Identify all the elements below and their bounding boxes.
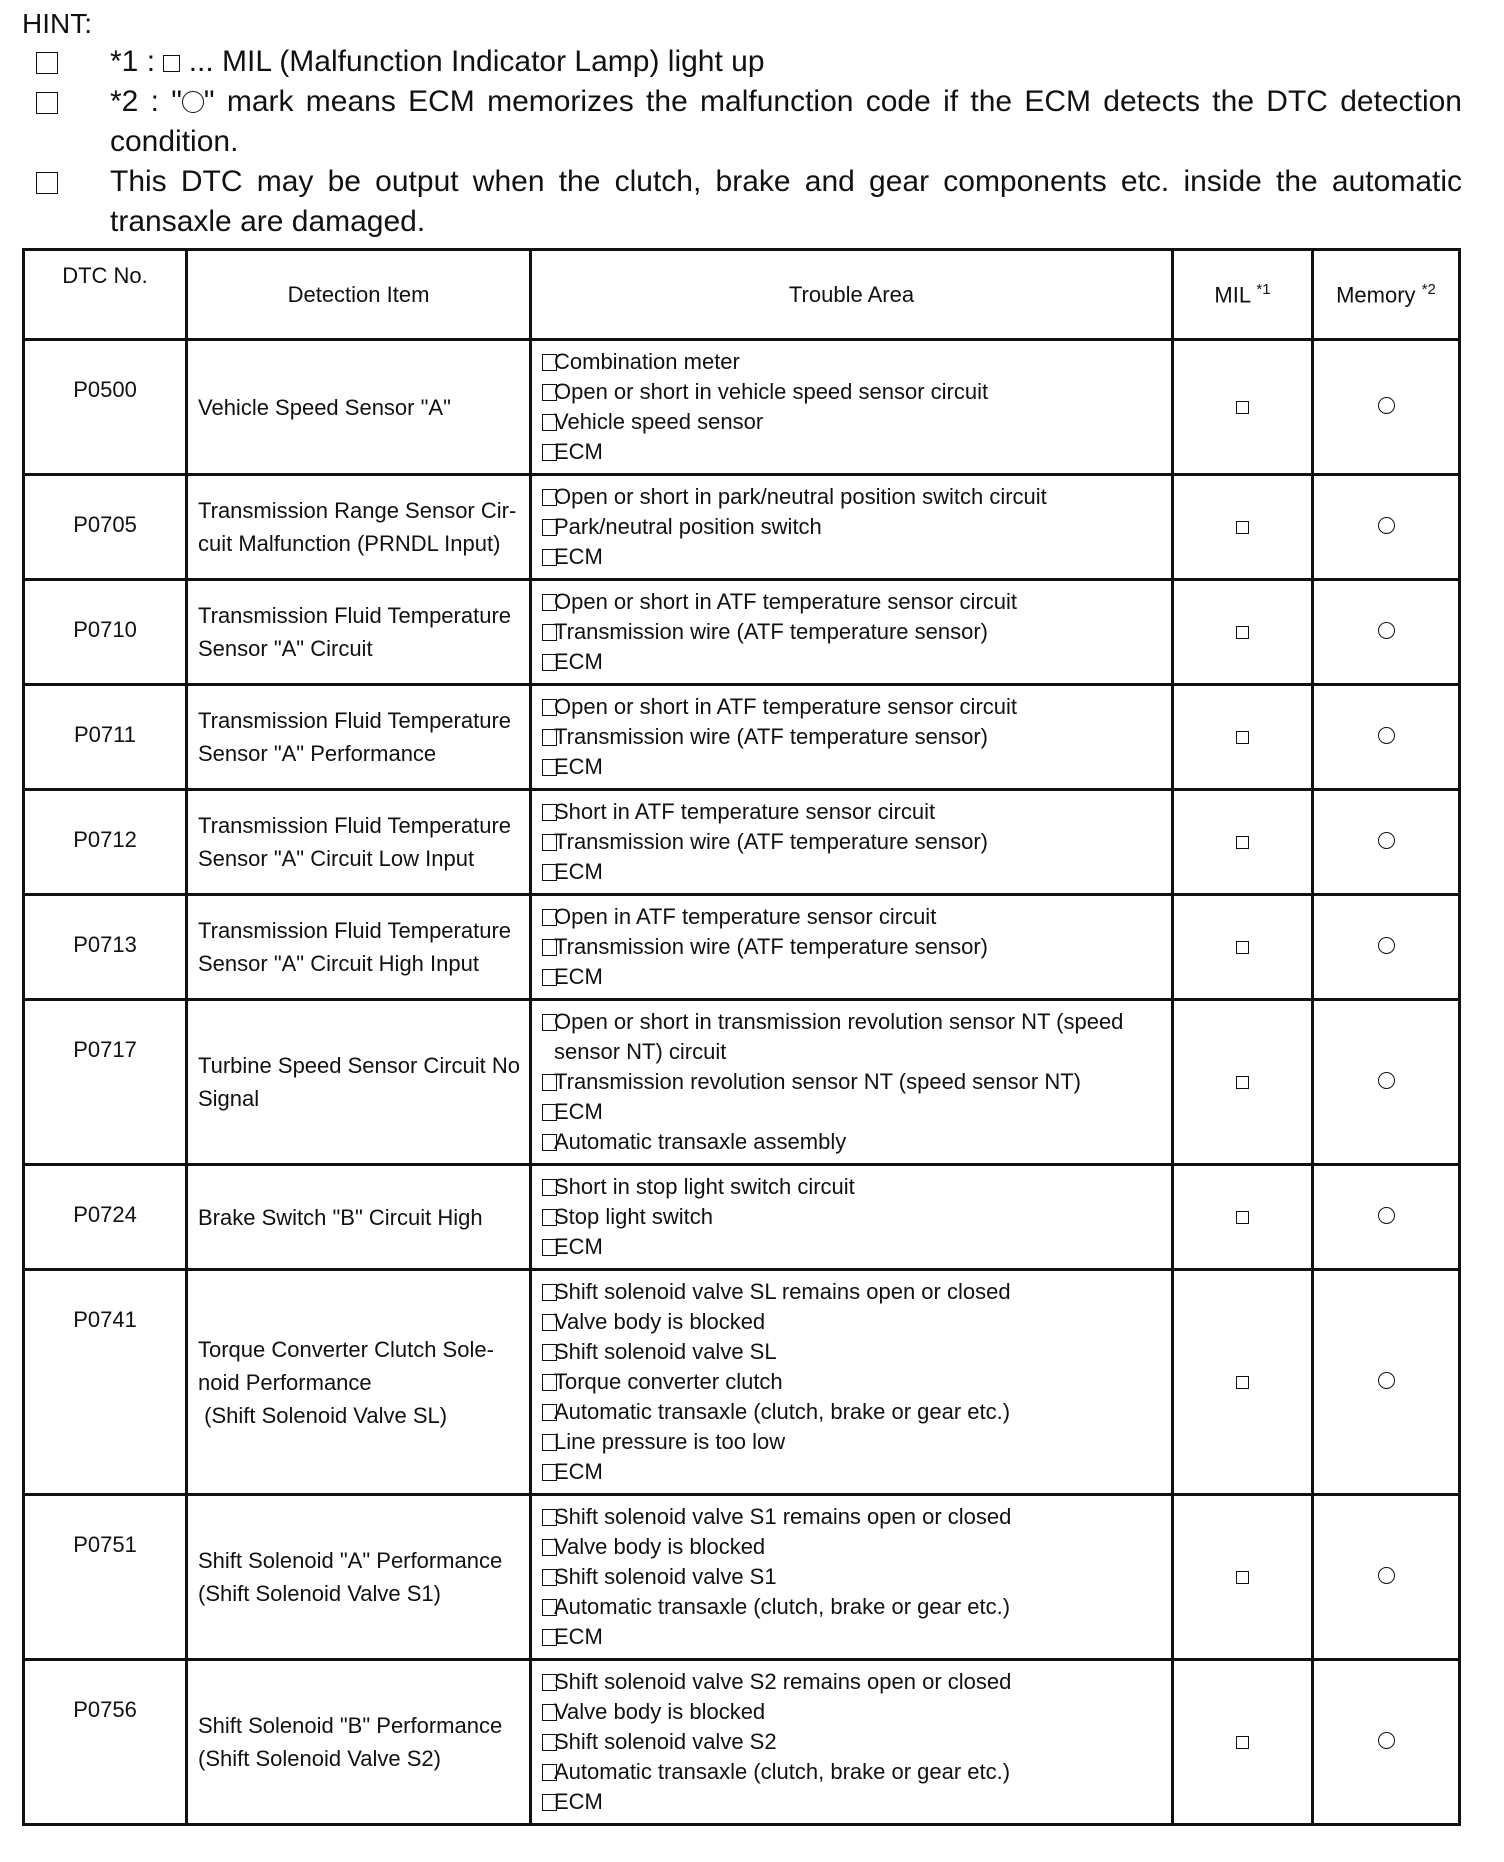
header-trouble-area: Trouble Area — [531, 250, 1173, 340]
detection-item-line: Signal — [198, 1086, 260, 1111]
square-icon — [1236, 836, 1249, 849]
trouble-area-item — [542, 1307, 1165, 1337]
dtc-code: P0756 — [24, 1660, 187, 1825]
mil-cell — [1173, 685, 1313, 790]
mil-cell — [1173, 1495, 1313, 1660]
detection-item-line: Transmission Fluid Temperature — [198, 708, 512, 733]
trouble-area-text: Park/neutral position switch — [554, 514, 822, 539]
detection-item — [187, 1000, 531, 1165]
trouble-area-text: Open in ATF temperature sensor circuit — [554, 904, 937, 929]
trouble-area — [531, 790, 1173, 895]
table-row — [24, 685, 1460, 790]
header-memory-note: *2 — [1421, 280, 1436, 298]
trouble-area-text: Short in ATF temperature sensor circuit — [554, 799, 936, 824]
dtc-code: P0717 — [24, 1000, 187, 1165]
trouble-area-text: Shift solenoid valve S2 remains open or closed — [554, 1669, 1012, 1694]
trouble-area-text: ECM — [554, 1789, 603, 1814]
trouble-area-item — [542, 512, 1165, 542]
trouble-area-text: ECM — [554, 1624, 603, 1649]
table-row — [24, 340, 1460, 475]
trouble-area-text: Shift solenoid valve S1 — [554, 1564, 777, 1589]
trouble-area-text: Transmission wire (ATF temperature sensor) — [554, 934, 988, 959]
checkbox-square-icon — [36, 172, 58, 194]
trouble-area-text: Valve body is blocked — [554, 1534, 766, 1559]
trouble-area-item — [542, 932, 1165, 962]
trouble-area-item — [542, 857, 1165, 887]
circle-icon — [1378, 832, 1395, 849]
trouble-area-text: ECM — [554, 439, 603, 464]
trouble-area-item — [542, 347, 1165, 377]
hint-item-1-prefix: *1 : — [110, 45, 156, 78]
circle-icon — [1378, 1372, 1395, 1389]
table-row — [24, 1000, 1460, 1165]
circle-icon — [1378, 727, 1395, 744]
mil-cell — [1173, 1165, 1313, 1270]
trouble-area-item — [542, 377, 1165, 407]
detection-item-line: (Shift Solenoid Valve S1) — [198, 1581, 441, 1606]
detection-item-line: Turbine Speed Sensor Circuit No — [198, 1053, 521, 1078]
mil-cell — [1173, 1660, 1313, 1825]
dtc-code: P0712 — [24, 790, 187, 895]
detection-item-line: Shift Solenoid "B" Performance — [198, 1713, 503, 1738]
square-icon — [1236, 1571, 1249, 1584]
trouble-area-item — [542, 1232, 1165, 1262]
trouble-area — [531, 1495, 1173, 1660]
header-memory-label: Memory — [1336, 282, 1416, 308]
trouble-area-item — [542, 827, 1165, 857]
trouble-area-text: Line pressure is too low — [554, 1429, 786, 1454]
trouble-area-text: Short in stop light switch circuit — [554, 1174, 855, 1199]
trouble-area — [531, 580, 1173, 685]
detection-item — [187, 475, 531, 580]
header-detection-item: Detection Item — [187, 250, 531, 340]
trouble-area-item — [542, 1502, 1165, 1532]
checkbox-square-icon — [36, 52, 58, 74]
detection-item — [187, 685, 531, 790]
detection-item-line: Transmission Fluid Temperature — [198, 603, 512, 628]
trouble-area-item — [542, 1097, 1165, 1127]
trouble-area — [531, 685, 1173, 790]
trouble-area-text: Transmission wire (ATF temperature sensor) — [554, 829, 988, 854]
memory-cell — [1313, 1660, 1460, 1825]
mil-cell — [1173, 1000, 1313, 1165]
trouble-area-text: Stop light switch — [554, 1204, 713, 1229]
trouble-area-text: Shift solenoid valve S1 remains open or closed — [554, 1504, 1012, 1529]
hint-item-2-prefix: *2 : " — [110, 85, 182, 118]
memory-cell — [1313, 475, 1460, 580]
memory-cell — [1313, 1270, 1460, 1495]
trouble-area — [531, 1660, 1173, 1825]
memory-circle-icon — [182, 91, 204, 113]
trouble-area-text: Open or short in ATF temperature sensor circuit — [554, 694, 1017, 719]
trouble-area-item — [542, 1727, 1165, 1757]
trouble-area-item — [542, 962, 1165, 992]
trouble-area-item — [542, 1697, 1165, 1727]
mil-cell — [1173, 580, 1313, 685]
detection-item — [187, 895, 531, 1000]
trouble-area-item — [542, 752, 1165, 782]
trouble-area-text: ECM — [554, 1234, 603, 1259]
trouble-area-text: Open or short in vehicle speed sensor circuit — [554, 379, 989, 404]
circle-icon — [1378, 1072, 1395, 1089]
detection-item-line: Sensor "A" Performance — [198, 741, 437, 766]
hint-section — [22, 6, 1462, 242]
circle-icon — [1378, 517, 1395, 534]
trouble-area-item — [542, 1757, 1165, 1787]
detection-item-line: cuit Malfunction (PRNDL Input) — [198, 531, 501, 556]
trouble-area-text: Open or short in ATF temperature sensor circuit — [554, 589, 1017, 614]
detection-item-line: Vehicle Speed Sensor "A" — [198, 394, 451, 420]
square-icon — [1236, 1211, 1249, 1224]
dtc-table — [22, 248, 1461, 1826]
trouble-area-item — [542, 1397, 1165, 1427]
trouble-area — [531, 1000, 1173, 1165]
trouble-area-item — [542, 1787, 1165, 1817]
checkbox-square-icon — [36, 92, 58, 114]
trouble-area-item — [542, 1457, 1165, 1487]
trouble-area — [531, 475, 1173, 580]
detection-item-line: Transmission Fluid Temperature — [198, 918, 512, 943]
dtc-code: P0724 — [24, 1165, 187, 1270]
trouble-area-text: ECM — [554, 964, 603, 989]
table-row — [24, 580, 1460, 685]
square-icon — [1236, 1736, 1249, 1749]
circle-icon — [1378, 1207, 1395, 1224]
square-icon — [1236, 1076, 1249, 1089]
detection-item — [187, 1165, 531, 1270]
trouble-area-item — [542, 1622, 1165, 1652]
trouble-area-item — [542, 1532, 1165, 1562]
trouble-area-text: Transmission wire (ATF temperature sensor) — [554, 724, 988, 749]
trouble-area-text: Valve body is blocked — [554, 1699, 766, 1724]
trouble-area-text: Open or short in park/neutral position switch circuit — [554, 484, 1047, 509]
trouble-area-item — [542, 647, 1165, 677]
table-row — [24, 1270, 1460, 1495]
mil-cell — [1173, 1270, 1313, 1495]
trouble-area-text: Automatic transaxle assembly — [554, 1129, 847, 1154]
trouble-area-item — [542, 797, 1165, 827]
memory-cell — [1313, 580, 1460, 685]
square-icon — [1236, 731, 1249, 744]
trouble-area-text: Transmission revolution sensor NT (speed sensor NT) — [554, 1069, 1081, 1094]
trouble-area-item — [542, 1562, 1165, 1592]
trouble-area-item — [542, 722, 1165, 752]
trouble-area-text: Automatic transaxle (clutch, brake or gear etc.) — [554, 1399, 1011, 1424]
trouble-area-text: ECM — [554, 1099, 603, 1124]
memory-cell — [1313, 1495, 1460, 1660]
trouble-area-item — [542, 1367, 1165, 1397]
detection-item — [187, 340, 531, 475]
circle-icon — [1378, 1732, 1395, 1749]
memory-cell — [1313, 1000, 1460, 1165]
trouble-area-item — [542, 1007, 1165, 1067]
trouble-area — [531, 895, 1173, 1000]
detection-item — [187, 790, 531, 895]
trouble-area-text: Shift solenoid valve S2 — [554, 1729, 777, 1754]
memory-cell — [1313, 340, 1460, 475]
header-mil-note: *1 — [1256, 280, 1271, 298]
trouble-area-item — [542, 1427, 1165, 1457]
hint-item-2 — [22, 82, 1462, 162]
trouble-area-text: Shift solenoid valve SL — [554, 1339, 777, 1364]
trouble-area — [531, 340, 1173, 475]
dtc-code: P0500 — [24, 340, 187, 475]
trouble-area-item — [542, 1172, 1165, 1202]
trouble-area-item — [542, 692, 1165, 722]
detection-item-line: Brake Switch "B" Circuit High — [198, 1204, 483, 1230]
dtc-code: P0741 — [24, 1270, 187, 1495]
trouble-area-item — [542, 1337, 1165, 1367]
square-icon — [1236, 1376, 1249, 1389]
trouble-area-item — [542, 617, 1165, 647]
hint-item-3-text: This DTC may be output when the clutch, brake and gear components etc. inside the automatic transaxle are damaged. — [110, 165, 1462, 238]
mil-cell — [1173, 895, 1313, 1000]
trouble-area-text: ECM — [554, 754, 603, 779]
trouble-area-text: Automatic transaxle (clutch, brake or gear etc.) — [554, 1759, 1011, 1784]
memory-cell — [1313, 1165, 1460, 1270]
detection-item-line: noid Performance — [198, 1369, 372, 1395]
table-row — [24, 790, 1460, 895]
dtc-code: P0713 — [24, 895, 187, 1000]
trouble-area-item — [542, 482, 1165, 512]
table-header-row — [24, 250, 1460, 340]
hint-item-1 — [22, 42, 1462, 82]
square-icon — [1236, 521, 1249, 534]
hint-title: HINT: — [22, 8, 92, 39]
detection-item-line: Sensor "A" Circuit Low Input — [198, 846, 475, 871]
mil-cell — [1173, 790, 1313, 895]
header-mil — [1173, 250, 1313, 340]
table-row — [24, 1660, 1460, 1825]
detection-item — [187, 580, 531, 685]
mil-cell — [1173, 475, 1313, 580]
detection-item-line: (Shift Solenoid Valve SL) — [198, 1402, 448, 1428]
trouble-area-item — [542, 1592, 1165, 1622]
hint-item-2-suffix: " mark means ECM memorizes the malfunction code if the ECM detects the DTC detection condition. — [110, 85, 1462, 158]
table-row — [24, 895, 1460, 1000]
trouble-area-text: ECM — [554, 1459, 603, 1484]
square-icon — [1236, 401, 1249, 414]
trouble-area-item — [542, 1202, 1165, 1232]
trouble-area-item — [542, 407, 1165, 437]
trouble-area-text: Vehicle speed sensor — [554, 409, 764, 434]
trouble-area-text: ECM — [554, 544, 603, 569]
detection-item-line: Transmission Range Sensor Cir- — [198, 498, 517, 523]
trouble-area-item — [542, 1667, 1165, 1697]
trouble-area-text: Combination meter — [554, 349, 740, 374]
trouble-area-item — [542, 437, 1165, 467]
mil-square-icon — [163, 55, 180, 72]
detection-item-line: (Shift Solenoid Valve S2) — [198, 1746, 441, 1771]
trouble-area-text: Valve body is blocked — [554, 1309, 766, 1334]
memory-cell — [1313, 895, 1460, 1000]
trouble-area — [531, 1270, 1173, 1495]
circle-icon — [1378, 1567, 1395, 1584]
detection-item — [187, 1660, 531, 1825]
trouble-area — [531, 1165, 1173, 1270]
square-icon — [1236, 626, 1249, 639]
trouble-area-text: ECM — [554, 649, 603, 674]
trouble-area-item — [542, 542, 1165, 572]
detection-item-line: Sensor "A" Circuit High Input — [198, 951, 479, 976]
trouble-area-text: ECM — [554, 859, 603, 884]
circle-icon — [1378, 397, 1395, 414]
table-row — [24, 475, 1460, 580]
dtc-code: P0711 — [24, 685, 187, 790]
mil-cell — [1173, 340, 1313, 475]
header-dtc-no: DTC No. — [24, 250, 187, 340]
dtc-code: P0705 — [24, 475, 187, 580]
trouble-area-text: Transmission wire (ATF temperature sensor) — [554, 619, 988, 644]
trouble-area-item — [542, 902, 1165, 932]
trouble-area-item — [542, 1127, 1165, 1157]
dtc-code: P0751 — [24, 1495, 187, 1660]
table-row — [24, 1495, 1460, 1660]
detection-item-line: Shift Solenoid "A" Performance — [198, 1548, 503, 1573]
detection-item-line: Transmission Fluid Temperature — [198, 813, 512, 838]
trouble-area-text: Torque converter clutch — [554, 1369, 783, 1394]
hint-item-3 — [22, 162, 1462, 242]
dtc-code: P0710 — [24, 580, 187, 685]
trouble-area-text: Automatic transaxle (clutch, brake or gear etc.) — [554, 1594, 1011, 1619]
trouble-area-item — [542, 587, 1165, 617]
header-memory — [1313, 250, 1460, 340]
trouble-area-text: Open or short in transmission revolution sensor NT (speed sensor NT) circuit — [554, 1009, 1124, 1064]
detection-item-line: Sensor "A" Circuit — [198, 636, 373, 661]
table-row — [24, 1165, 1460, 1270]
hint-item-1-suffix: ... MIL (Malfunction Indicator Lamp) light up — [188, 45, 765, 78]
detection-item — [187, 1270, 531, 1495]
memory-cell — [1313, 685, 1460, 790]
trouble-area-item — [542, 1277, 1165, 1307]
square-icon — [1236, 941, 1249, 954]
detection-item — [187, 1495, 531, 1660]
header-mil-label: MIL — [1214, 282, 1251, 308]
circle-icon — [1378, 622, 1395, 639]
trouble-area-item — [542, 1067, 1165, 1097]
circle-icon — [1378, 937, 1395, 954]
trouble-area-text: Shift solenoid valve SL remains open or closed — [554, 1279, 1011, 1304]
memory-cell — [1313, 790, 1460, 895]
detection-item-line: Torque Converter Clutch Sole- — [198, 1336, 494, 1362]
